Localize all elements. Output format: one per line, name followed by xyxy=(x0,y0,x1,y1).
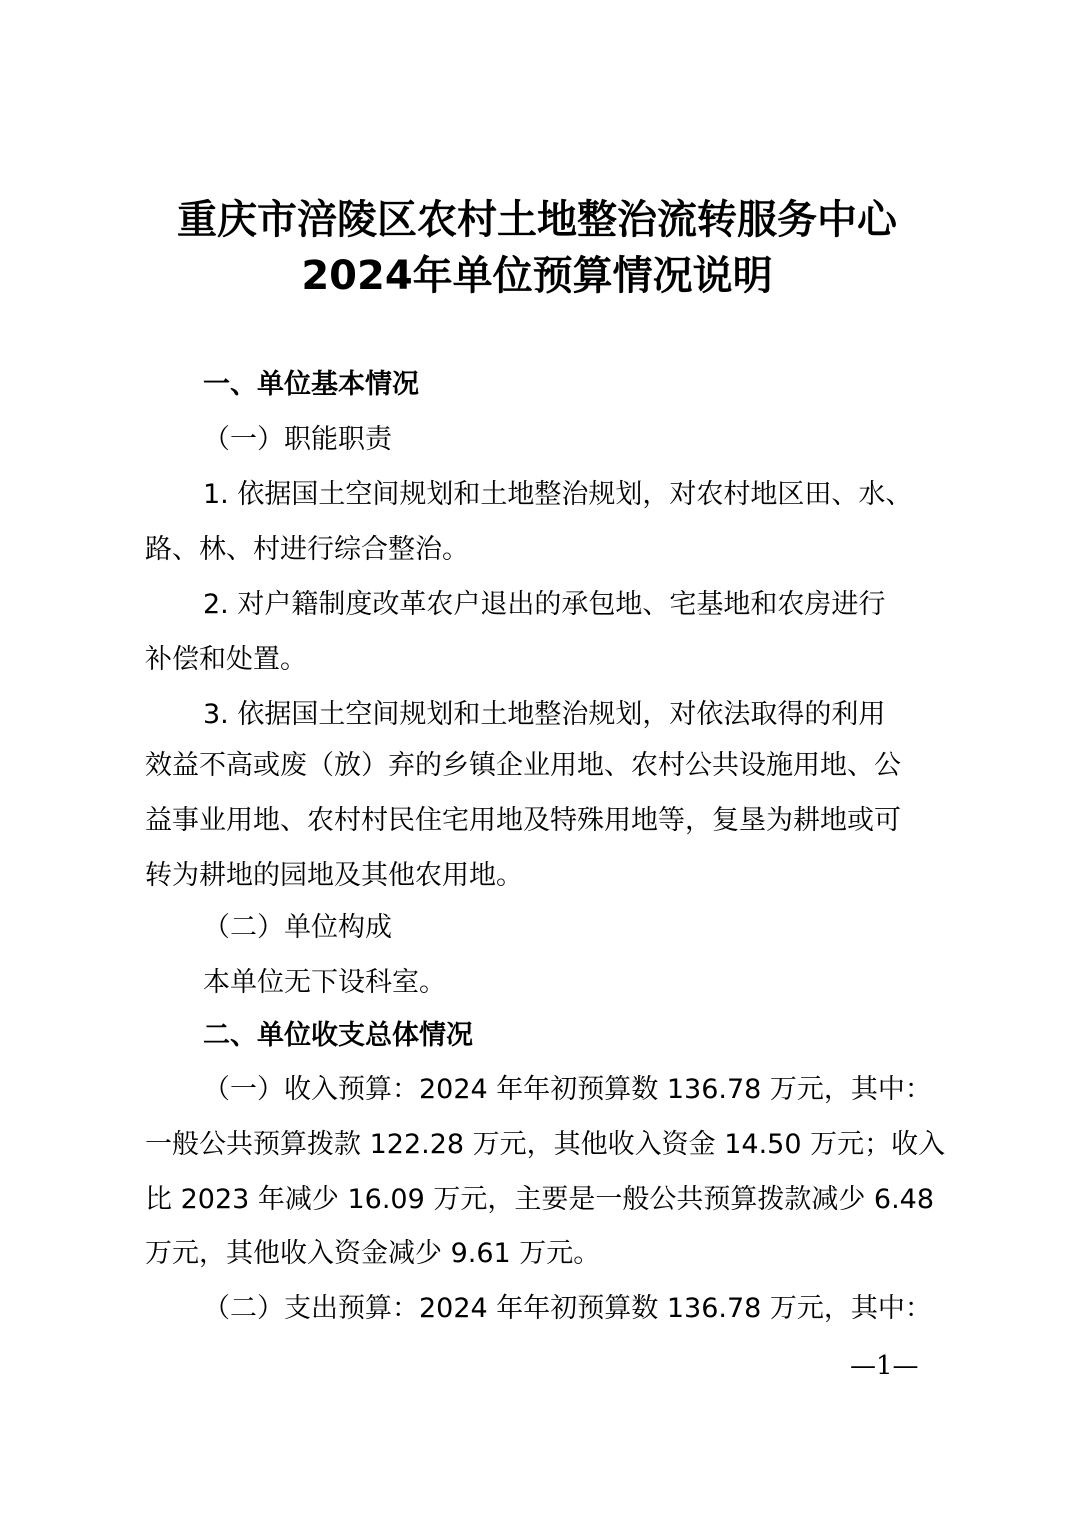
paragraph-line: 3. 依据国土空间规划和土地整治规划，对依法取得的利用 xyxy=(203,699,886,730)
paragraph-line: 2. 对户籍制度改革农户退出的承包地、宅基地和农房进行 xyxy=(203,589,886,620)
paragraph-line: 万元，其他收入资金减少 9.61 万元。 xyxy=(145,1238,601,1269)
paragraph-line: 转为耕地的园地及其他农用地。 xyxy=(145,860,523,891)
subsection-heading-unit-composition: （二）单位构成 xyxy=(203,912,392,943)
document-title-line-1: 重庆市涪陵区农村土地整治流转服务中心 xyxy=(177,197,897,243)
paragraph-line: 效益不高或废（放）弃的乡镇企业用地、农村公共设施用地、公 xyxy=(145,750,901,781)
section-heading-unit-basic-info: 一、单位基本情况 xyxy=(203,369,419,400)
page-number: —1— xyxy=(850,1351,919,1381)
section-heading-revenue-expenditure: 二、单位收支总体情况 xyxy=(203,1020,473,1051)
paragraph-line: 本单位无下设科室。 xyxy=(203,967,446,998)
document-title-line-2: 2024年单位预算情况说明 xyxy=(301,253,773,299)
paragraph-line: 一般公共预算拨款 122.28 万元，其他收入资金 14.50 万元；收入 xyxy=(145,1129,946,1160)
paragraph-line: 1. 依据国土空间规划和土地整治规划，对农村地区田、水、 xyxy=(203,479,913,510)
subsection-heading-functions: （一）职能职责 xyxy=(203,424,392,455)
paragraph-line: 比 2023 年减少 16.09 万元，主要是一般公共预算拨款减少 6.48 xyxy=(145,1184,935,1215)
paragraph-line: 益事业用地、农村村民住宅用地及特殊用地等，复垦为耕地或可 xyxy=(145,805,901,836)
paragraph-line: 路、林、村进行综合整治。 xyxy=(145,534,469,565)
paragraph-line: 补偿和处置。 xyxy=(145,644,307,675)
paragraph-line: （二）支出预算：2024 年年初预算数 136.78 万元，其中： xyxy=(203,1293,932,1324)
paragraph-line: （一）收入预算：2024 年年初预算数 136.78 万元，其中： xyxy=(203,1074,932,1105)
